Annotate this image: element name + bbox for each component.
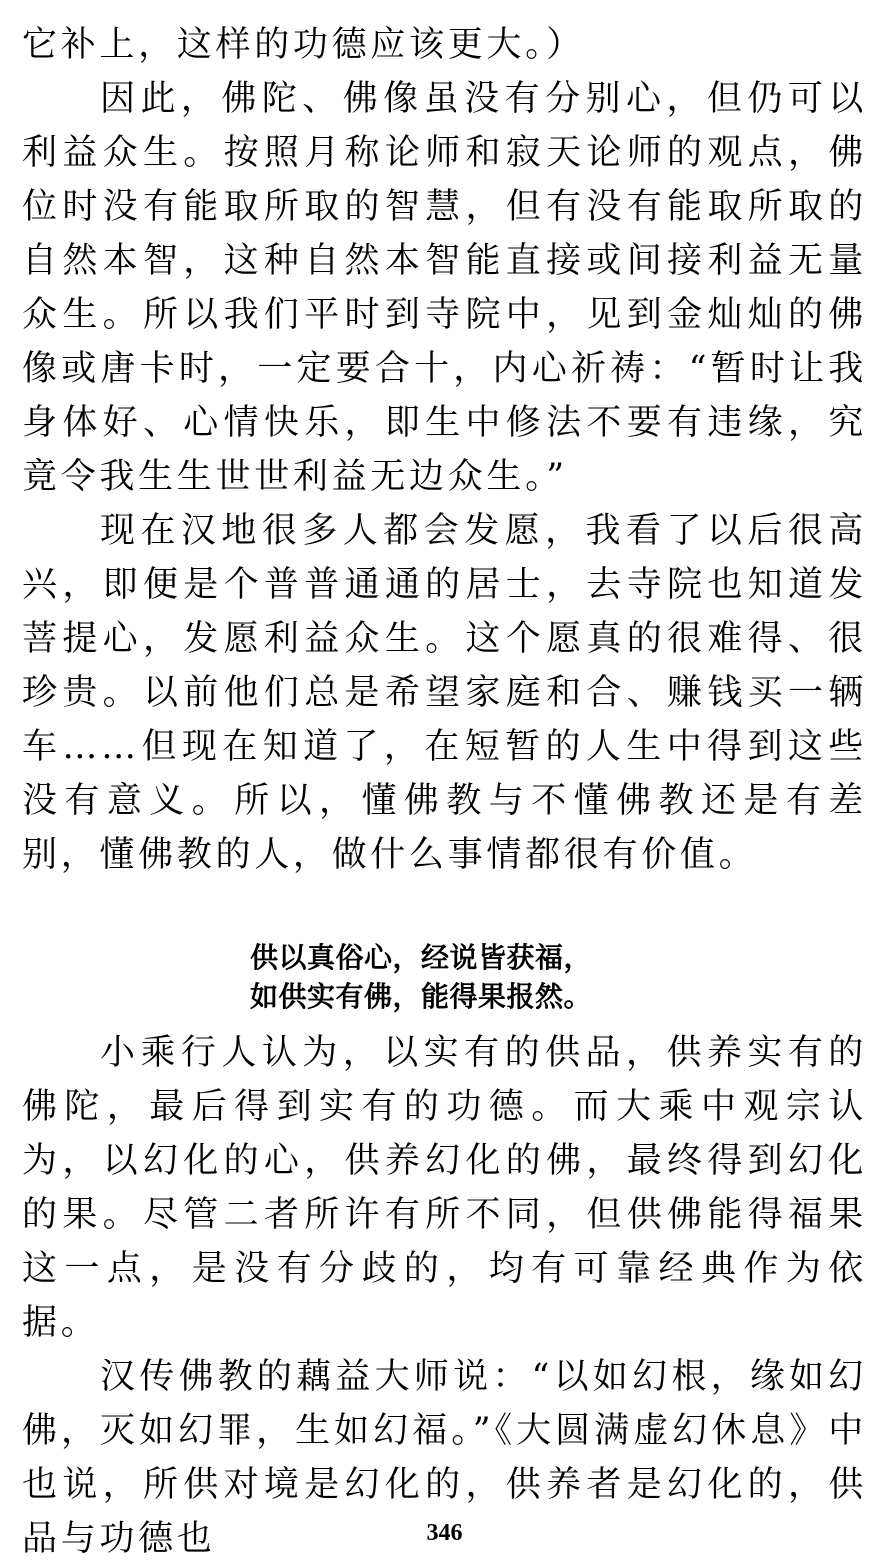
paragraph-aspiration: 现在汉地很多人都会发愿，我看了以后很高兴，即便是个普普通通的居士，去寺院也知道发菩提心，发愿利益众生。这个愿真的很难得、很珍贵。以前他们总是希望家庭和合、赚钱买一辆车……但现在知道了，在短暂的人生中得到这些没有意义。所以，懂佛教与不懂佛教还是有差别，懂佛教的人，做什么事情都很有价值。	[22, 511, 867, 875]
verse-line-1: 供以真俗心，经说皆获福，	[250, 941, 593, 974]
page-number: 346	[426, 1520, 463, 1546]
verse-block	[22, 938, 867, 1016]
page-body	[22, 18, 867, 1566]
paragraph-continuation: 它补上，这样的功德应该更大。）	[22, 25, 586, 65]
paragraph-hinayana-mahayana: 小乘行人认为，以实有的供品，供养实有的佛陀，最后得到实有的功德。而大乘中观宗认为，以幻化的心，供养幻化的佛，最终得到幻化的果。尽管二者所许有所不同，但供佛能得福果这一点，是没有分歧的，均有可靠经典作为依据。	[22, 1033, 867, 1343]
section-gap	[22, 882, 867, 930]
verse-line-2: 如供实有佛，能得果报然。	[250, 980, 593, 1013]
paragraph-buddha-benefit: 因此，佛陀、佛像虽没有分别心，但仍可以利益众生。按照月称论师和寂天论师的观点，佛位时没有能取所取的智慧，但有没有能取所取的自然本智，这种自然本智能直接或间接利益无量众生。所以我们平时到寺院中，见到金灿灿的佛像或唐卡时，一定要合十，内心祈祷：“暂时让我身体好、心情快乐，即生中修法不要有违缘，究竟令我生生世世利益无边众生。”	[22, 79, 867, 497]
paragraph-ouyi-quote: 汉传佛教的藕益大师说：“以如幻根，缘如幻佛，灭如幻罪，生如幻福。”《大圆满虚幻休息》中也说，所供对境是幻化的，供养者是幻化的，供品与功德也	[22, 1357, 867, 1559]
